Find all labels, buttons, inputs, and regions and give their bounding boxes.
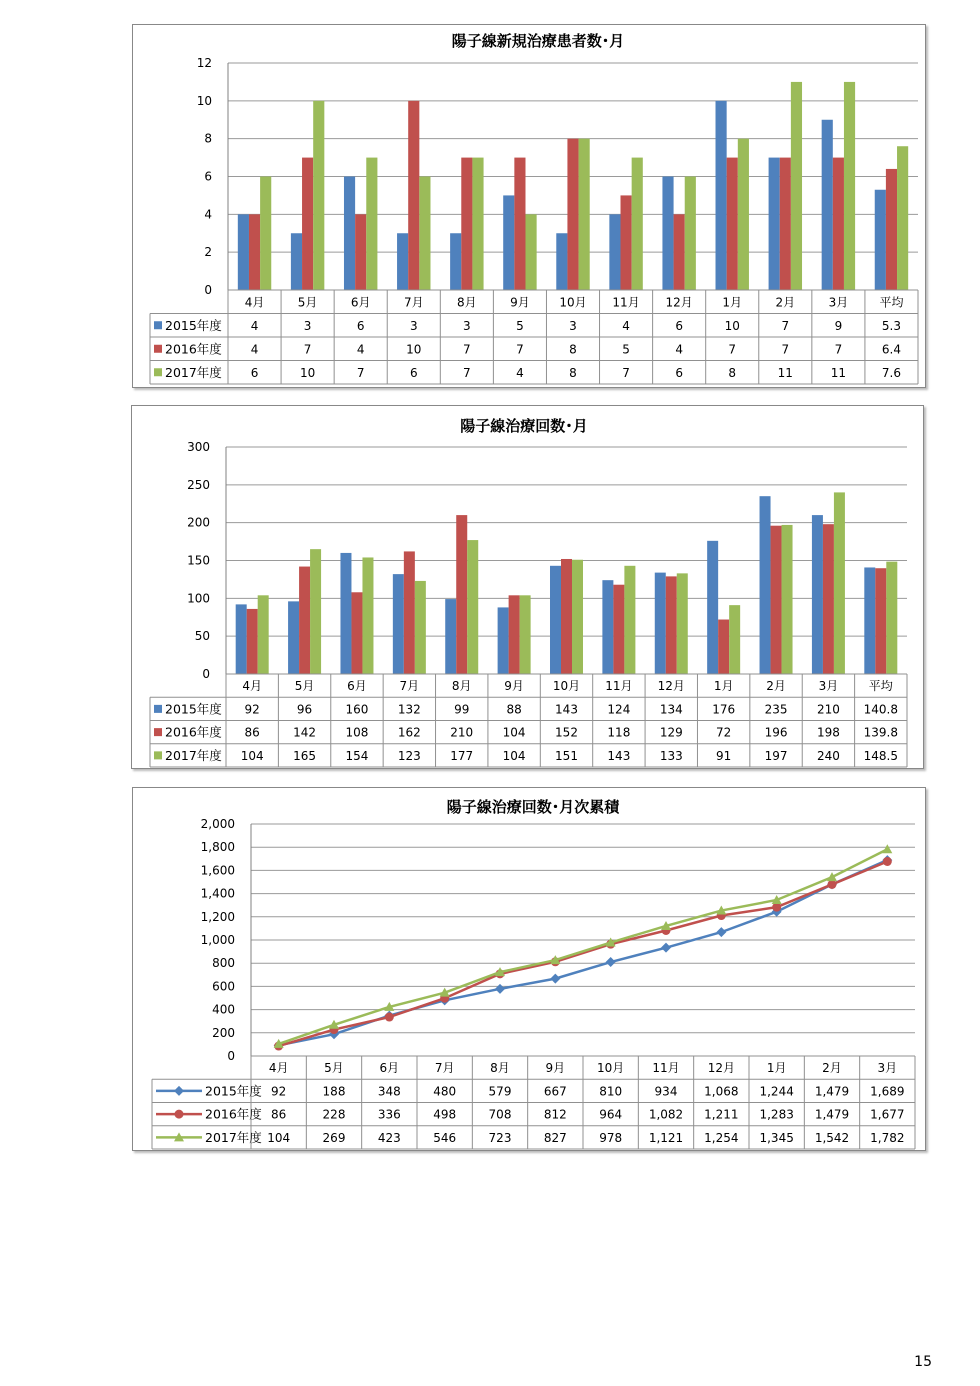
bar <box>550 566 561 674</box>
y-tick-label: 300 <box>187 440 210 454</box>
bar <box>393 574 404 674</box>
bar <box>875 190 886 290</box>
bar <box>760 496 771 674</box>
bar <box>355 214 366 290</box>
y-tick-label: 0 <box>227 1049 235 1063</box>
table-value: 11 <box>777 365 793 380</box>
y-tick-label: 2,000 <box>200 817 235 831</box>
x-category-label: 5月 <box>294 679 315 694</box>
data-point <box>716 927 726 937</box>
chart-treatments-monthly <box>131 405 924 769</box>
table-value: 11 <box>830 365 847 380</box>
y-tick-label: 0 <box>204 283 212 297</box>
bar <box>864 567 875 674</box>
bar <box>707 541 718 674</box>
y-tick-label: 6 <box>204 169 212 184</box>
bar <box>897 146 908 290</box>
table-value: 210 <box>816 702 840 717</box>
table-value: 6.4 <box>881 342 902 357</box>
table-value: 546 <box>433 1130 457 1145</box>
table-value: 92 <box>244 702 260 717</box>
table-value: 235 <box>764 702 788 717</box>
x-category-label: 7月 <box>403 295 424 310</box>
y-tick-label: 1,800 <box>200 840 235 855</box>
table-value: 197 <box>764 748 788 763</box>
x-category-label: 9月 <box>504 679 524 694</box>
table-value: 1,283 <box>759 1107 794 1122</box>
table-value: 7 <box>781 342 790 357</box>
y-tick-label: 50 <box>194 629 210 644</box>
bar <box>340 553 351 674</box>
chart-title: 陽子線治療回数･月 <box>460 417 588 435</box>
table-value: 4 <box>675 342 683 357</box>
table-value: 1,782 <box>870 1130 905 1145</box>
table-value: 667 <box>543 1084 567 1099</box>
bar <box>249 214 260 290</box>
table-value: 140.8 <box>863 702 898 717</box>
x-category-label: 8月 <box>451 679 472 694</box>
x-category-label: 10月 <box>597 1061 625 1076</box>
bar <box>503 195 514 290</box>
table-value: 1,068 <box>704 1084 739 1099</box>
x-category-label: 10月 <box>552 679 581 694</box>
table-value: 96 <box>296 702 313 717</box>
table-value: 86 <box>271 1107 287 1122</box>
table-value: 134 <box>659 702 683 717</box>
x-category-label: 4月 <box>242 679 263 694</box>
table-value: 4 <box>250 342 259 357</box>
bar <box>666 576 677 674</box>
data-point <box>550 974 560 984</box>
y-tick-label: 1,400 <box>200 886 235 901</box>
x-category-label: 8月 <box>490 1061 510 1076</box>
table-value: 978 <box>599 1130 623 1145</box>
x-category-label: 11月 <box>612 295 640 310</box>
table-value: 269 <box>322 1130 346 1145</box>
table-value: 1,211 <box>704 1107 739 1122</box>
data-point <box>606 957 616 967</box>
table-value: 7 <box>463 342 471 357</box>
y-tick-label: 1,000 <box>200 933 235 947</box>
table-value: 7 <box>728 342 737 357</box>
table-value: 8 <box>569 365 577 380</box>
table-value: 104 <box>240 748 264 763</box>
bar <box>812 515 823 674</box>
bar <box>624 566 635 674</box>
legend-key-marker <box>175 1110 184 1119</box>
x-category-label: 2月 <box>822 1061 842 1076</box>
bar <box>450 233 461 290</box>
table-value: 139.8 <box>863 725 898 740</box>
table-value: 6 <box>675 365 683 380</box>
data-point <box>883 857 892 866</box>
bar <box>404 551 415 674</box>
bar <box>397 233 408 290</box>
legend-label: 2017年度 <box>165 364 222 380</box>
table-value: 336 <box>377 1107 401 1122</box>
bar <box>729 605 740 674</box>
bar <box>833 158 844 290</box>
table-value: 4 <box>250 318 259 333</box>
bar <box>313 101 324 290</box>
y-tick-label: 0 <box>202 667 210 681</box>
x-category-label: 1月 <box>722 295 743 310</box>
bar <box>299 567 310 674</box>
table-value: 148.5 <box>863 748 898 763</box>
table-value: 7 <box>622 365 630 380</box>
bar <box>520 595 531 674</box>
table-value: 7 <box>781 318 790 333</box>
bar <box>621 195 632 290</box>
y-tick-label: 400 <box>212 1002 235 1017</box>
bar <box>834 492 845 674</box>
table-value: 88 <box>506 702 522 717</box>
bar <box>718 620 729 674</box>
y-tick-label: 800 <box>212 956 235 971</box>
bar <box>727 158 738 290</box>
table-value: 104 <box>502 748 526 763</box>
table-value: 176 <box>712 702 736 717</box>
bar <box>236 604 247 674</box>
table-value: 812 <box>543 1107 567 1122</box>
bar <box>875 568 886 674</box>
table-value: 3 <box>303 318 312 333</box>
y-tick-label: 2 <box>204 245 212 260</box>
x-category-label: 7月 <box>399 679 420 694</box>
table-value: 1,082 <box>648 1107 684 1122</box>
table-value: 7 <box>356 365 365 380</box>
bar <box>445 599 456 674</box>
table-value: 92 <box>271 1084 287 1099</box>
bar <box>291 233 302 290</box>
x-category-label: 11月 <box>652 1061 680 1076</box>
bar <box>769 158 780 290</box>
bar <box>655 573 666 674</box>
table-value: 4 <box>356 342 365 357</box>
table-value: 1,542 <box>814 1130 850 1145</box>
table-value: 8 <box>728 365 737 380</box>
x-category-label: 2月 <box>766 679 786 694</box>
chart-new-patients-monthly <box>132 24 926 388</box>
x-category-label: 平均 <box>868 679 893 694</box>
legend-label: 2015年度 <box>205 1083 262 1099</box>
table-value: 228 <box>322 1107 346 1122</box>
bar <box>408 101 419 290</box>
bar <box>613 585 624 674</box>
table-value: 964 <box>599 1107 623 1122</box>
table-value: 810 <box>599 1084 623 1099</box>
table-value: 5 <box>622 342 630 357</box>
y-tick-label: 150 <box>187 553 210 568</box>
data-point <box>828 880 837 889</box>
y-tick-label: 250 <box>187 477 210 492</box>
legend-label: 2015年度 <box>165 317 222 333</box>
chart-cumulative-treatments <box>132 787 926 1151</box>
legend-label: 2015年度 <box>165 701 222 717</box>
bar <box>362 557 373 674</box>
table-value: 827 <box>543 1130 567 1145</box>
table-value: 132 <box>397 702 421 717</box>
y-tick-label: 4 <box>204 207 212 222</box>
table-value: 152 <box>555 725 578 740</box>
x-category-label: 4月 <box>244 295 265 310</box>
x-category-label: 12月 <box>665 295 693 310</box>
table-value: 423 <box>377 1130 401 1145</box>
legend-key <box>154 345 162 353</box>
bar <box>302 158 313 290</box>
legend-key <box>154 728 162 736</box>
legend-label: 2016年度 <box>205 1106 262 1122</box>
y-tick-label: 1,600 <box>200 863 235 878</box>
bar <box>609 214 620 290</box>
bar <box>602 580 613 674</box>
x-category-label: 9月 <box>510 295 530 310</box>
page-number: 15 <box>914 1354 932 1370</box>
bar <box>351 592 362 674</box>
table-value: 104 <box>502 725 526 740</box>
legend-label: 2017年度 <box>165 747 222 763</box>
bar <box>561 559 572 674</box>
table-value: 9 <box>834 318 843 333</box>
table-value: 198 <box>816 725 840 740</box>
table-value: 4 <box>516 365 524 380</box>
x-category-label: 12月 <box>707 1061 735 1076</box>
table-value: 72 <box>716 725 732 740</box>
table-value: 8 <box>569 342 577 357</box>
bar <box>288 601 299 674</box>
table-value: 10 <box>299 365 316 380</box>
x-category-label: 8月 <box>457 295 477 310</box>
table-value: 118 <box>607 725 631 740</box>
table-value: 7 <box>303 342 312 357</box>
bar <box>782 525 793 674</box>
bar <box>461 158 472 290</box>
x-category-label: 7月 <box>434 1061 455 1076</box>
table-value: 5.3 <box>881 318 902 333</box>
y-tick-label: 600 <box>212 979 235 994</box>
table-value: 480 <box>433 1084 457 1099</box>
bar <box>685 177 696 291</box>
bar <box>579 139 590 290</box>
table-value: 10 <box>724 318 740 333</box>
table-value: 4 <box>622 318 630 333</box>
x-category-label: 5月 <box>324 1061 344 1076</box>
table-value: 160 <box>345 702 369 717</box>
table-value: 142 <box>293 725 317 740</box>
chart-title: 陽子線治療回数･月次累積 <box>446 798 620 816</box>
bar <box>509 595 520 674</box>
bar <box>780 158 791 290</box>
bar <box>674 214 685 290</box>
bar <box>716 101 727 290</box>
table-value: 7 <box>463 365 471 380</box>
table-value: 579 <box>488 1084 512 1099</box>
bar <box>791 82 802 290</box>
bar <box>310 549 321 674</box>
bar <box>344 177 355 291</box>
bar <box>514 158 525 290</box>
bar <box>260 177 271 291</box>
data-point <box>772 903 781 912</box>
table-value: 104 <box>267 1130 291 1145</box>
bar <box>472 158 483 290</box>
table-value: 723 <box>488 1130 512 1145</box>
legend-key <box>154 751 162 759</box>
table-value: 1,479 <box>814 1107 850 1122</box>
table-value: 162 <box>397 725 421 740</box>
bar <box>419 177 430 291</box>
table-value: 1,254 <box>704 1130 739 1145</box>
table-value: 3 <box>463 318 471 333</box>
bar <box>456 515 467 674</box>
bar <box>258 595 269 674</box>
chart-treatments-svg <box>132 406 923 768</box>
table-value: 6 <box>409 365 418 380</box>
x-category-label: 5月 <box>297 295 318 310</box>
table-value: 6 <box>675 318 683 333</box>
x-category-label: 平均 <box>879 295 904 310</box>
table-value: 133 <box>659 748 683 763</box>
legend-key-marker <box>174 1086 184 1096</box>
x-category-label: 3月 <box>818 679 839 694</box>
bar <box>822 120 833 290</box>
table-value: 1,121 <box>648 1130 684 1145</box>
table-value: 1,244 <box>759 1084 794 1099</box>
y-tick-label: 200 <box>187 515 210 530</box>
table-value: 1,479 <box>814 1084 850 1099</box>
data-point <box>495 984 505 994</box>
y-tick-label: 200 <box>212 1025 235 1040</box>
bar <box>366 158 377 290</box>
table-value: 498 <box>433 1107 457 1122</box>
table-value: 3 <box>569 318 577 333</box>
table-value: 143 <box>607 748 631 763</box>
table-value: 5 <box>516 318 524 333</box>
table-value: 7 <box>834 342 843 357</box>
bar <box>886 169 897 290</box>
table-value: 708 <box>488 1107 512 1122</box>
table-value: 7 <box>516 342 524 357</box>
y-tick-label: 1,200 <box>200 909 235 924</box>
table-value: 6 <box>250 365 259 380</box>
x-category-label: 2月 <box>775 295 796 310</box>
bar <box>886 562 897 674</box>
table-value: 210 <box>450 725 474 740</box>
legend-key <box>154 368 162 376</box>
legend-label: 2017年度 <box>205 1129 262 1145</box>
table-value: 151 <box>555 748 578 763</box>
table-value: 124 <box>607 702 631 717</box>
chart-new-patients-svg <box>133 25 925 387</box>
x-category-label: 4月 <box>268 1061 289 1076</box>
data-point <box>385 1013 394 1022</box>
x-category-label: 6月 <box>350 295 371 310</box>
x-category-label: 3月 <box>877 1061 898 1076</box>
x-category-label: 12月 <box>657 679 685 694</box>
table-value: 6 <box>356 318 365 333</box>
bar <box>738 139 749 290</box>
table-value: 143 <box>555 702 578 717</box>
x-category-label: 6月 <box>379 1061 400 1076</box>
bar <box>677 573 688 674</box>
bar <box>525 214 536 290</box>
legend-label: 2016年度 <box>165 341 222 357</box>
table-value: 177 <box>450 748 474 763</box>
legend-label: 2016年度 <box>165 724 222 740</box>
table-value: 86 <box>244 725 260 740</box>
series-line <box>279 849 888 1044</box>
table-value: 934 <box>654 1084 678 1099</box>
legend-key <box>154 321 162 329</box>
data-point <box>882 844 892 853</box>
chart-title: 陽子線新規治療患者数･月 <box>451 32 625 50</box>
series-line <box>279 861 888 1046</box>
y-tick-label: 10 <box>196 93 212 108</box>
bar <box>632 158 643 290</box>
x-category-label: 1月 <box>766 1061 787 1076</box>
x-category-label: 6月 <box>347 679 367 694</box>
bar <box>556 233 567 290</box>
data-point <box>661 943 671 953</box>
table-value: 1,689 <box>870 1084 905 1099</box>
bar <box>823 524 834 674</box>
table-value: 7.6 <box>881 365 902 380</box>
y-tick-label: 100 <box>187 591 210 606</box>
y-tick-label: 8 <box>204 131 212 146</box>
chart-cumulative-svg <box>133 788 925 1150</box>
bar <box>771 526 782 674</box>
table-value: 3 <box>409 318 418 333</box>
bar <box>662 177 673 291</box>
table-value: 240 <box>816 748 840 763</box>
table-value: 1,677 <box>870 1107 905 1122</box>
table-value: 99 <box>454 702 470 717</box>
bar <box>844 82 855 290</box>
table-value: 91 <box>716 748 732 763</box>
table-value: 196 <box>764 725 788 740</box>
bar <box>238 214 249 290</box>
table-value: 154 <box>345 748 369 763</box>
bar <box>247 609 258 674</box>
table-value: 348 <box>377 1084 401 1099</box>
bar <box>567 139 578 290</box>
table-value: 10 <box>406 342 422 357</box>
table-value: 188 <box>322 1084 346 1099</box>
x-category-label: 1月 <box>713 679 734 694</box>
bar <box>415 581 426 674</box>
table-value: 1,345 <box>759 1130 794 1145</box>
table-value: 165 <box>293 748 317 763</box>
bar <box>572 560 583 674</box>
x-category-label: 3月 <box>828 295 849 310</box>
y-tick-label: 12 <box>196 56 212 70</box>
table-value: 123 <box>397 748 421 763</box>
table-value: 108 <box>345 725 369 740</box>
legend-key <box>154 705 162 713</box>
table-value: 129 <box>659 725 683 740</box>
x-category-label: 10月 <box>559 295 587 310</box>
x-category-label: 9月 <box>545 1061 566 1076</box>
bar <box>467 540 478 674</box>
x-category-label: 11月 <box>605 679 633 694</box>
bar <box>498 607 509 674</box>
